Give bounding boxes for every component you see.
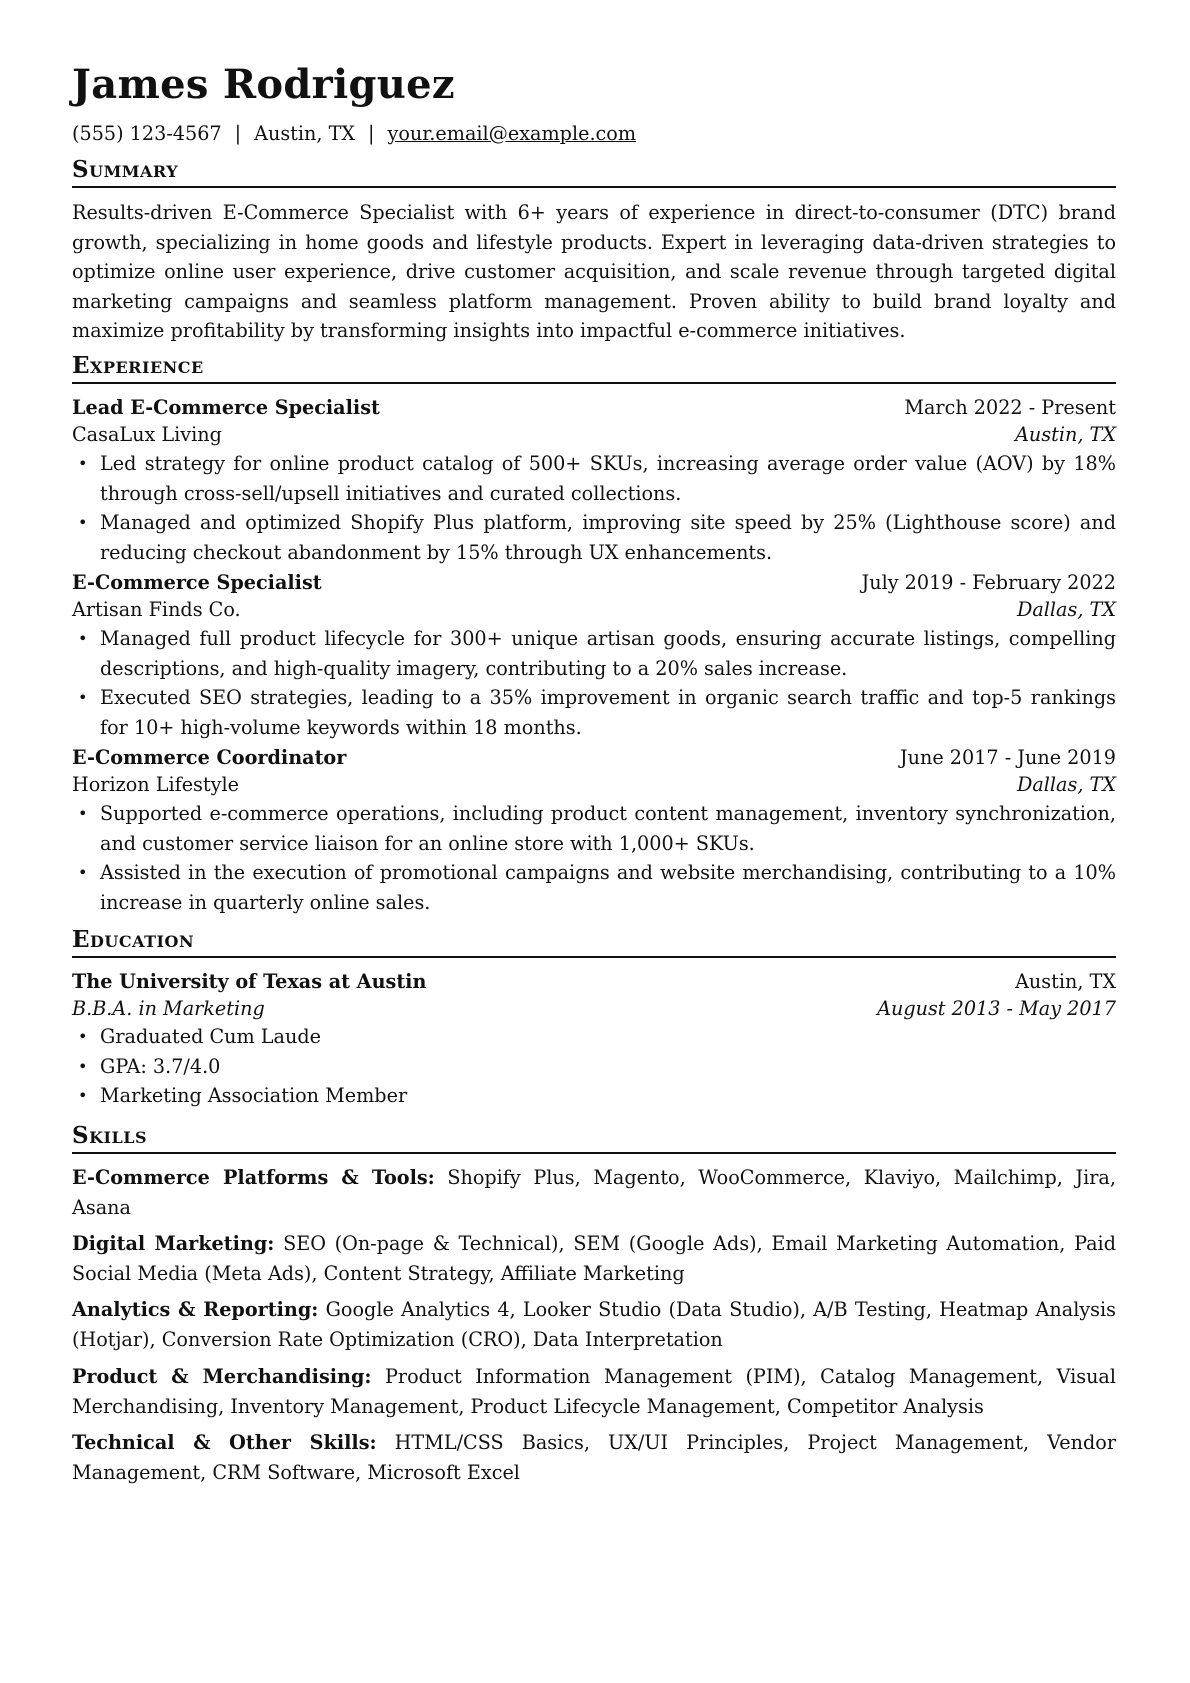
summary-text: Results-driven E-Commerce Specialist with 6+ years of experience in direct-to-consumer (DTC) brand growth, specializing in home goods and lifestyle products. Expert in leveraging data-driven strategies to optimize online user experience, drive customer acquisition, and scale revenue through targeted digital marketing campaigns and seamless platform management. Proven ability to build brand loyalty and maximize profitability by transforming insights into impactful e-commerce initiatives. [72,201,1116,342]
skill-group [72,1295,1116,1354]
job-company-row [72,770,1116,800]
separator: | [234,122,242,145]
list-item: • GPA: 3.7/4.0 [72,1052,1116,1082]
skill-group-value: HTML/CSS Basics, UX/UI Principles, Project Management, Vendor Management, CRM Software, Microsoft Excel [72,1431,1117,1484]
skill-group-label: E-Commerce Platforms & Tools: [72,1166,435,1189]
bullet-icon: • [78,1086,88,1105]
school-name: The University of Texas at Austin [72,970,427,993]
list-item: • Marketing Association Member [72,1081,1116,1111]
skill-group-value: Shopify Plus, Magento, WooCommerce, Klaviyo, Mailchimp, Jira, Asana [72,1166,1116,1219]
job-header-row [72,568,1116,598]
skill-group-label: Product & Merchandising: [72,1365,372,1388]
job-company-row [72,420,1116,450]
bullet-icon: • [78,688,88,707]
skill-group-value: Product Information Management (PIM), Catalog Management, Visual Merchandising, Inventory Management, Product Lifecycle Management, Competitor Analysis [72,1365,1117,1418]
education-header-row [72,967,1116,997]
list-item: • Graduated Cum Laude [72,1022,1116,1052]
education-dates: August 2013 - May 2017 [877,997,1116,1020]
job-location: Dallas, TX [1016,773,1116,796]
bullet-icon: • [78,863,88,882]
job-role: Lead E-Commerce Specialist [72,396,380,419]
skill-group-label: Analytics & Reporting: [72,1298,319,1321]
bullet-icon: • [78,629,88,648]
bullet-icon: • [78,1056,88,1076]
list-item: • Managed and optimized Shopify Plus platform, improving site speed by 25% (Lighthouse score) and reducing checkout abandonment by 15% through UX enhancements. [72,508,1116,567]
job-dates: July 2019 - February 2022 [861,571,1116,594]
list-item: • Led strategy for online product catalog of 500+ SKUs, increasing average order value (AOV) by 18% through cross-sell/upsell initiatives and curated collections. [72,449,1116,508]
job-bullets [72,624,1116,742]
job-role: E-Commerce Coordinator [72,746,347,769]
section-title-experience: Experience [72,352,1116,384]
skill-group [72,1229,1116,1288]
candidate-name: James Rodriguez [72,61,455,108]
bullet-icon: • [78,454,88,473]
list-item: • Managed full product lifecycle for 300+ unique artisan goods, ensuring accurate listings, compelling descriptions, and high-quality imagery, contributing to a 20% sales increase. [72,624,1116,683]
location: Austin, TX [254,122,356,145]
job-dates: June 2017 - June 2019 [899,746,1116,769]
phone-number: (555) 123-4567 [72,122,222,145]
list-item: • Assisted in the execution of promotional campaigns and website merchandising, contributing to a 10% increase in quarterly online sales. [72,858,1116,917]
bullet-icon: • [78,513,88,532]
list-item: • Supported e-commerce operations, including product content management, inventory synchronization, and customer service liaison for an online store with 1,000+ SKUs. [72,799,1116,858]
bullet-icon: • [78,1027,88,1046]
education-bullets [72,1022,1116,1111]
job-dates: March 2022 - Present [904,396,1116,419]
job-bullets [72,799,1116,917]
skill-group-label: Digital Marketing: [72,1232,275,1255]
job-company: Horizon Lifestyle [72,773,239,796]
job-location: Dallas, TX [1016,598,1116,621]
job-company-row [72,595,1116,625]
education-degree-row [72,994,1116,1024]
degree: B.B.A. in Marketing [72,997,265,1020]
section-title-summary: Summary [72,156,1116,188]
skill-group-label: Technical & Other Skills: [72,1431,377,1454]
job-company: CasaLux Living [72,423,222,446]
email-link[interactable]: your.email@example.com [387,122,637,145]
skill-group-value: Google Analytics 4, Looker Studio (Data Studio), A/B Testing, Heatmap Analysis (Hotjar), Conversion Rate Optimization (CRO), Data Interpretation [72,1298,1116,1351]
job-bullets [72,449,1116,567]
skill-group [72,1362,1116,1421]
separator: | [368,122,375,145]
section-title-education: Education [72,926,1116,958]
skill-group-value: SEO (On-page & Technical), SEM (Google Ads), Email Marketing Automation, Paid Social Media (Meta Ads), Content Strategy, Affiliate Marketing [72,1232,1116,1285]
school-location: Austin, TX [1015,970,1116,993]
bullet-icon: • [78,804,88,823]
job-role: E-Commerce Specialist [72,571,322,594]
skill-group [72,1163,1116,1222]
job-header-row [72,393,1116,423]
job-company: Artisan Finds Co. [72,598,241,621]
job-header-row [72,743,1116,773]
contact-line [72,121,636,147]
skill-group [72,1428,1116,1487]
list-item: • Executed SEO strategies, leading to a 35% improvement in organic search traffic and top-5 rankings for 10+ high-volume keywords within 18 months. [72,683,1116,742]
section-title-skills: Skills [72,1122,1116,1154]
job-location: Austin, TX [1015,423,1116,446]
